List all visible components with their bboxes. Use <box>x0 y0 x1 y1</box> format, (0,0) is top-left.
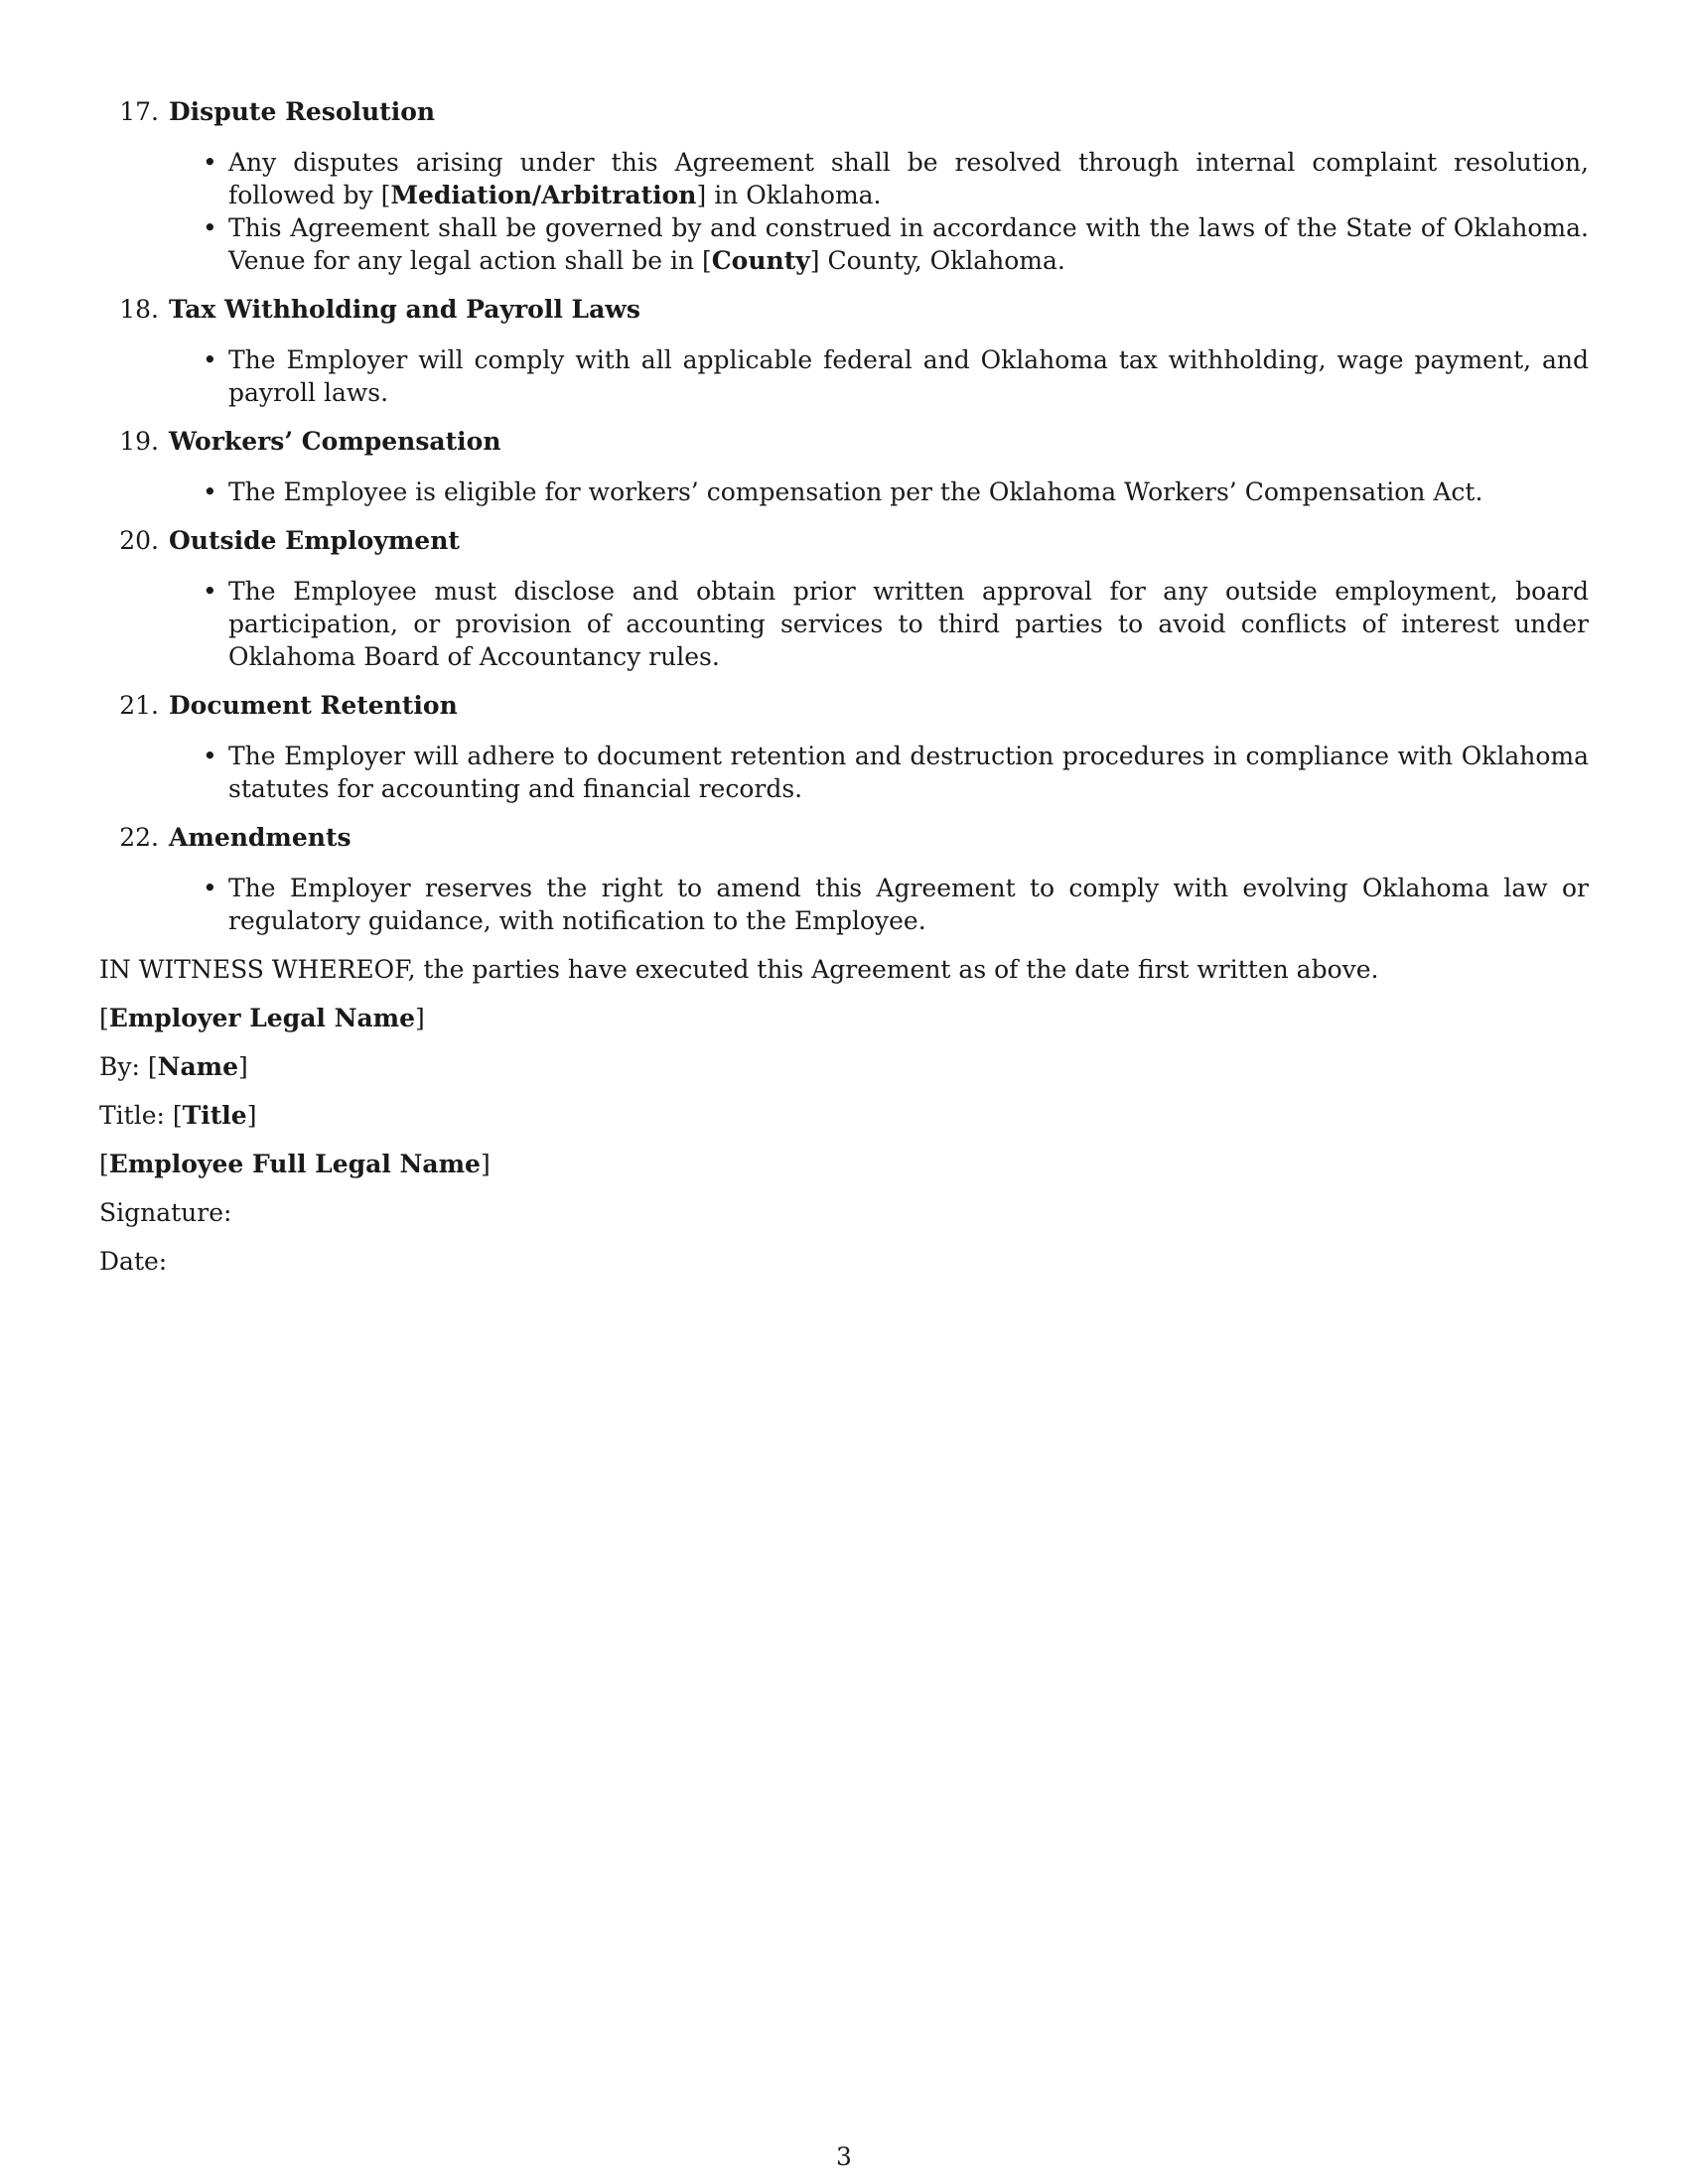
by-label: By: <box>99 1052 140 1081</box>
section-title: Tax Withholding and Payroll Laws <box>169 295 640 324</box>
bullet-dot-icon: • <box>203 742 217 770</box>
bullet-dot-icon: • <box>203 874 217 902</box>
document-page <box>99 95 1589 1294</box>
signature-line: Signature: <box>99 1198 232 1227</box>
page-number: 3 <box>836 2142 852 2171</box>
section-heading <box>99 821 1589 854</box>
bullet-dot-icon: • <box>203 148 217 177</box>
section-title: Workers’ Compensation <box>169 427 501 456</box>
title-value: Title <box>182 1101 247 1130</box>
text-run: Any disputes arising under this Agreement shall be resolved through internal complaint resolution, followed by <box>228 148 1589 209</box>
section-number: 19. <box>119 427 159 456</box>
section-heading <box>99 689 1589 722</box>
text-run: The Employee must disclose and obtain prior written approval for any outside employment, board participation, or provision of accounting services to third parties to avoid conflicts of interest under Oklahoma Board of Accountancy rules. <box>228 577 1589 671</box>
bullet-dot-icon: • <box>203 478 217 506</box>
section-heading <box>99 293 1589 326</box>
section-heading <box>99 425 1589 458</box>
bullet-item <box>203 476 1589 508</box>
bullet-item <box>203 146 1589 211</box>
bullet-list <box>99 575 1589 673</box>
section-number: 21. <box>119 691 159 720</box>
employee-name: Employee Full Legal Name <box>108 1150 481 1178</box>
bullet-list <box>99 343 1589 409</box>
text-run: The Employer will adhere to document retention and destruction procedures in compliance with Oklahoma statutes for accounting and financial records. <box>228 742 1589 803</box>
bullet-item <box>203 343 1589 409</box>
bullet-dot-icon: • <box>203 577 217 606</box>
bullet-item <box>203 872 1589 937</box>
by-value: Name <box>157 1052 239 1081</box>
section-19 <box>99 425 1589 508</box>
section-title: Document Retention <box>169 691 458 720</box>
bold-placeholder: Mediation/Arbitration <box>390 181 697 209</box>
section-21 <box>99 689 1589 805</box>
bullet-item <box>203 575 1589 673</box>
text-run: The Employer will comply with all applicable federal and Oklahoma tax withholding, wage payment, and payroll laws. <box>228 345 1589 407</box>
text-run: The Employer reserves the right to amend this Agreement to comply with evolving Oklahoma law or regulatory guidance, with notification to the Employee. <box>228 874 1589 935</box>
sections-list <box>99 95 1589 937</box>
section-number: 20. <box>119 526 159 555</box>
text-run: ] County, Oklahoma. <box>809 246 1065 275</box>
bullet-dot-icon: • <box>203 345 217 374</box>
section-heading <box>99 524 1589 557</box>
bullet-item <box>203 740 1589 805</box>
text-run: [ <box>380 181 391 209</box>
bullet-list <box>99 872 1589 937</box>
employer-name: Employer Legal Name <box>108 1004 416 1032</box>
bullet-list <box>99 476 1589 508</box>
section-18 <box>99 293 1589 409</box>
date-line: Date: <box>99 1247 168 1276</box>
section-title: Dispute Resolution <box>169 97 436 126</box>
section-title: Amendments <box>169 823 352 852</box>
section-20 <box>99 524 1589 673</box>
employee-name-line: [Employee Full Legal Name] <box>99 1150 491 1178</box>
section-number: 22. <box>119 823 159 852</box>
text-run: The Employee is eligible for workers’ compensation per the Oklahoma Workers’ Compensation Act. <box>228 478 1483 506</box>
section-number: 18. <box>119 295 159 324</box>
section-17 <box>99 95 1589 277</box>
bullet-list <box>99 740 1589 805</box>
bold-placeholder: County <box>711 246 810 275</box>
section-number: 17. <box>119 97 159 126</box>
by-line: By: [Name] <box>99 1052 248 1081</box>
witness-statement: IN WITNESS WHEREOF, the parties have executed this Agreement as of the date first written above. <box>99 955 1379 984</box>
text-run: This Agreement shall be governed by and construed in accordance with the laws of the State of Oklahoma. Venue for any legal action shall be in [ <box>228 213 1589 275</box>
section-22 <box>99 821 1589 937</box>
section-title: Outside Employment <box>169 526 460 555</box>
title-line: Title: [Title] <box>99 1101 257 1130</box>
employer-name-line: [Employer Legal Name] <box>99 1004 425 1032</box>
bullet-item <box>203 211 1589 277</box>
bullet-dot-icon: • <box>203 213 217 242</box>
section-heading <box>99 95 1589 128</box>
title-label: Title: <box>99 1101 165 1130</box>
bullet-list <box>99 146 1589 277</box>
text-run: ] in Oklahoma. <box>696 181 882 209</box>
